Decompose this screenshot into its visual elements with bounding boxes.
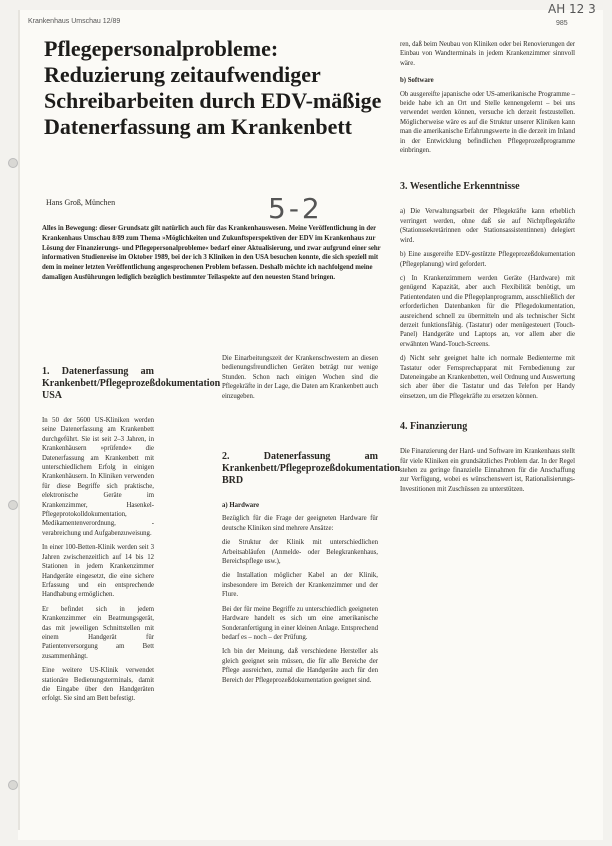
paragraph: Die Einarbeitungszeit der Krankenschwestern an diesen bedienungsfreundlichen Geräten beträgt nur wenige Stunden. Schon nach einigen Wochen sind die Pflegekräfte in der Lage, die Daten am Krankenbett auch einzugeben. [222,355,378,400]
paragraph: Ich bin der Meinung, daß verschiedene Hersteller als gleich geeignet sein müssen, die für alle Bereiche der Pflege ausreichen, zumal die Handgeräte auch für den Bereich der Pflegeprozeßdokumentation geeignet sind. [222,648,378,684]
paragraph: Ob ausgereifte japanische oder US-amerikanische Programme – beide habe ich an Ort und Stelle kennengelernt – bei uns verwendet werden können, versuche ich derzeit festzustellen. Möglicherweise wäre es auf die Struktur unserer Kliniken kann man die amerikanische Erfahrungswerte in die derzeit im Inland in der Entwicklung befindlichen Pflegeprozeßprogramme einbringen. [400,90,575,155]
punch-hole [8,780,18,790]
paragraph: In einer 100-Betten-Klinik werden seit 3 Jahren zwischenzeitlich auf 14 bis 12 Stationen in jedem Krankenzimmer Handgeräte eingesetzt, die eine sichere Erfassung und ein entsprechende Handhabung ermöglichen. [42,544,154,599]
scan-edge [18,10,20,830]
paragraph: Bezüglich für die Frage der geeigneten Hardware für deutsche Kliniken sind mehrere Ansätze: [222,515,378,532]
punch-hole [8,500,18,510]
paragraph: b) Eine ausgereifte EDV-gestützte Pflegeprozeßdokumentation (Pflegeplanung) wird gefordert. [400,251,575,268]
sub-heading: b) Software [400,77,434,85]
paragraph: Die Finanzierung der Hard- und Software im Krankenhaus stellt für viele Kliniken ein grundsätzliches Problem dar. In der Regel stehen zu geringe finanzielle Einnahmen für die Anschaffung zur Verfügung, wobei es wünschenswert ist, Rationalisierungs-Investitionen mit Zuschüssen zu unterstützen. [400,448,575,493]
paragraph: Eine weitere US-Klinik verwendet stationäre Bedienungsterminals, damit die Eingabe über den Handgeräten erfolgt. Sie sind am Bett befestigt. [42,667,154,703]
paragraph: Bei der für meine Begriffe zu unterschiedlich geeigneten Hardware handelt es sich um eine amerikanische Sonderanfertigung in einer kleinen Anlage. Entsprechend bedarf es – noch – der Prüfung. [222,605,378,641]
article-intro: Alles in Bewegung: dieser Grundsatz gilt natürlich auch für das Krankenhauswesen. Meine Veröffentlichung in der Krankenhaus Umschau 8/89 zum Thema »Möglichkeiten und Zukunftsperspektiven der EDV im Krankenhaus zur Lösung der Finanzierungs- und Pflegepersonalprobleme« bedarf einer Aktualisierung, und zwar aufgrund einer sehr informativen Studienreise im Oktober 1989, bei der ich 3 Kliniken in den USA besuchen konnte, die sich speziell mit dem in meiner letzten Veröffentlichung angesprochenen Problem befassen. Deshalb möchte ich nachfolgend meine damaligen Ausführungen lediglich bezüglich bestimmter Teilaspekte auf den neuesten Stand bringen. [42,225,381,281]
column-2 [222,354,401,690]
paragraph: Er befindet sich in jedem Krankenzimmer ein Beatmungsgerät, das mit jeweiligen Schnittstellen mit einem Handgerät für Patientenversorgung am Bett zusammenhängt. [42,605,154,660]
page-number: 985 [556,20,568,27]
section-heading: 1. Datenerfassung am Krankenbett/Pflegeprozeßdokumentation USA [42,366,221,401]
section-heading: 2. Datenerfassung am Krankenbett/Pflegeprozeßdokumentation BRD [222,451,401,487]
column-1 [42,354,221,709]
paragraph: a) Die Verwaltungsarbeit der Pflegekräfte kann erheblich verringert werden, ohne daß sie auf Nichtpflegekräfte (Stationssekretärinnen oder Stationsassistentinnen) delegiert wird. [400,208,575,244]
paragraph: In 50 der 5600 US-Kliniken werden seine Datenerfassung am Krankenbett durchgeführt. Sie ist seit 2–3 Jahren, in Krankenhäusern »prüfende« die Datenerfassung am Krankenbett mit unterschiedlichem Erfolg in einigen Krankenhäusern. In Kliniken verwenden für diese Begriffe sich praktische, elektronische Geräte im Krankenzimmer, Hasenkel-Pflegeprotokolldokumentation, Medikamentenverordnung, -verabreichung und Aufgabenzuweisung. [42,417,154,537]
section-heading: 4. Finanzierung [400,421,468,433]
column-3 [400,40,575,499]
handwritten-note-top: AH 12 3 [548,2,596,16]
journal-header: Krankenhaus Umschau 12/89 [28,18,121,25]
paragraph: die Installation möglicher Kabel an der Klinik, insbesondere im Bereich der Krankenzimmer und der Flure. [222,572,378,599]
article-title: Pflegepersonalprobleme: Reduzierung zeitaufwendiger Schreibarbeiten durch EDV-mäßige Datenerfassung am Krankenbett [44,36,382,139]
paragraph: d) Nicht sehr geeignet halte ich normale Bedienterme mit Tastatur oder Fernsprechapparat mit Fernbedienung zur Dateneingabe an Krankenbetten, weil Ordnung und Auswertung sich aber über die Tastatur und das Telefon per Handy einsetzen, um die Pflegekräfte zu ersetzen können. [400,355,575,400]
article-author: Hans Groß, München [46,198,116,207]
punch-hole [8,158,18,168]
section-heading: 3. Wesentliche Erkenntnisse [400,181,520,193]
paragraph: die Struktur der Klinik mit unterschiedlichen Arbeitsabläufen (Anmelde- oder Belegkrankenhaus, Bereichspflege usw.), [222,539,378,566]
paragraph: ren, daß beim Neubau von Kliniken oder bei Renovierungen der Einbau von Wandterminals in jedem Krankenzimmer sinnvoll wäre. [400,41,575,67]
sub-heading: a) Hardware [222,502,260,510]
handwritten-note-middle: 5-2 [268,192,323,225]
paragraph: c) In Krankenzimmern werden Geräte (Hardware) mit genügend Kapazität, aber auch Flexibilität benötigt, um Patientendaten und die Pflegeplanprogramm, ausschließlich der erforderlichen Datenbanken für die Pflegedokumentation, ausreichend schnell zu übermitteln und als technischer Sicht derzeit funktionsfähig. (Tastatur) oder menügesteuert (Touch-Panel) Handgeräte und Laptops an, vor allem aber die erwähnten Wand-Touch-Screens. [400,274,575,348]
